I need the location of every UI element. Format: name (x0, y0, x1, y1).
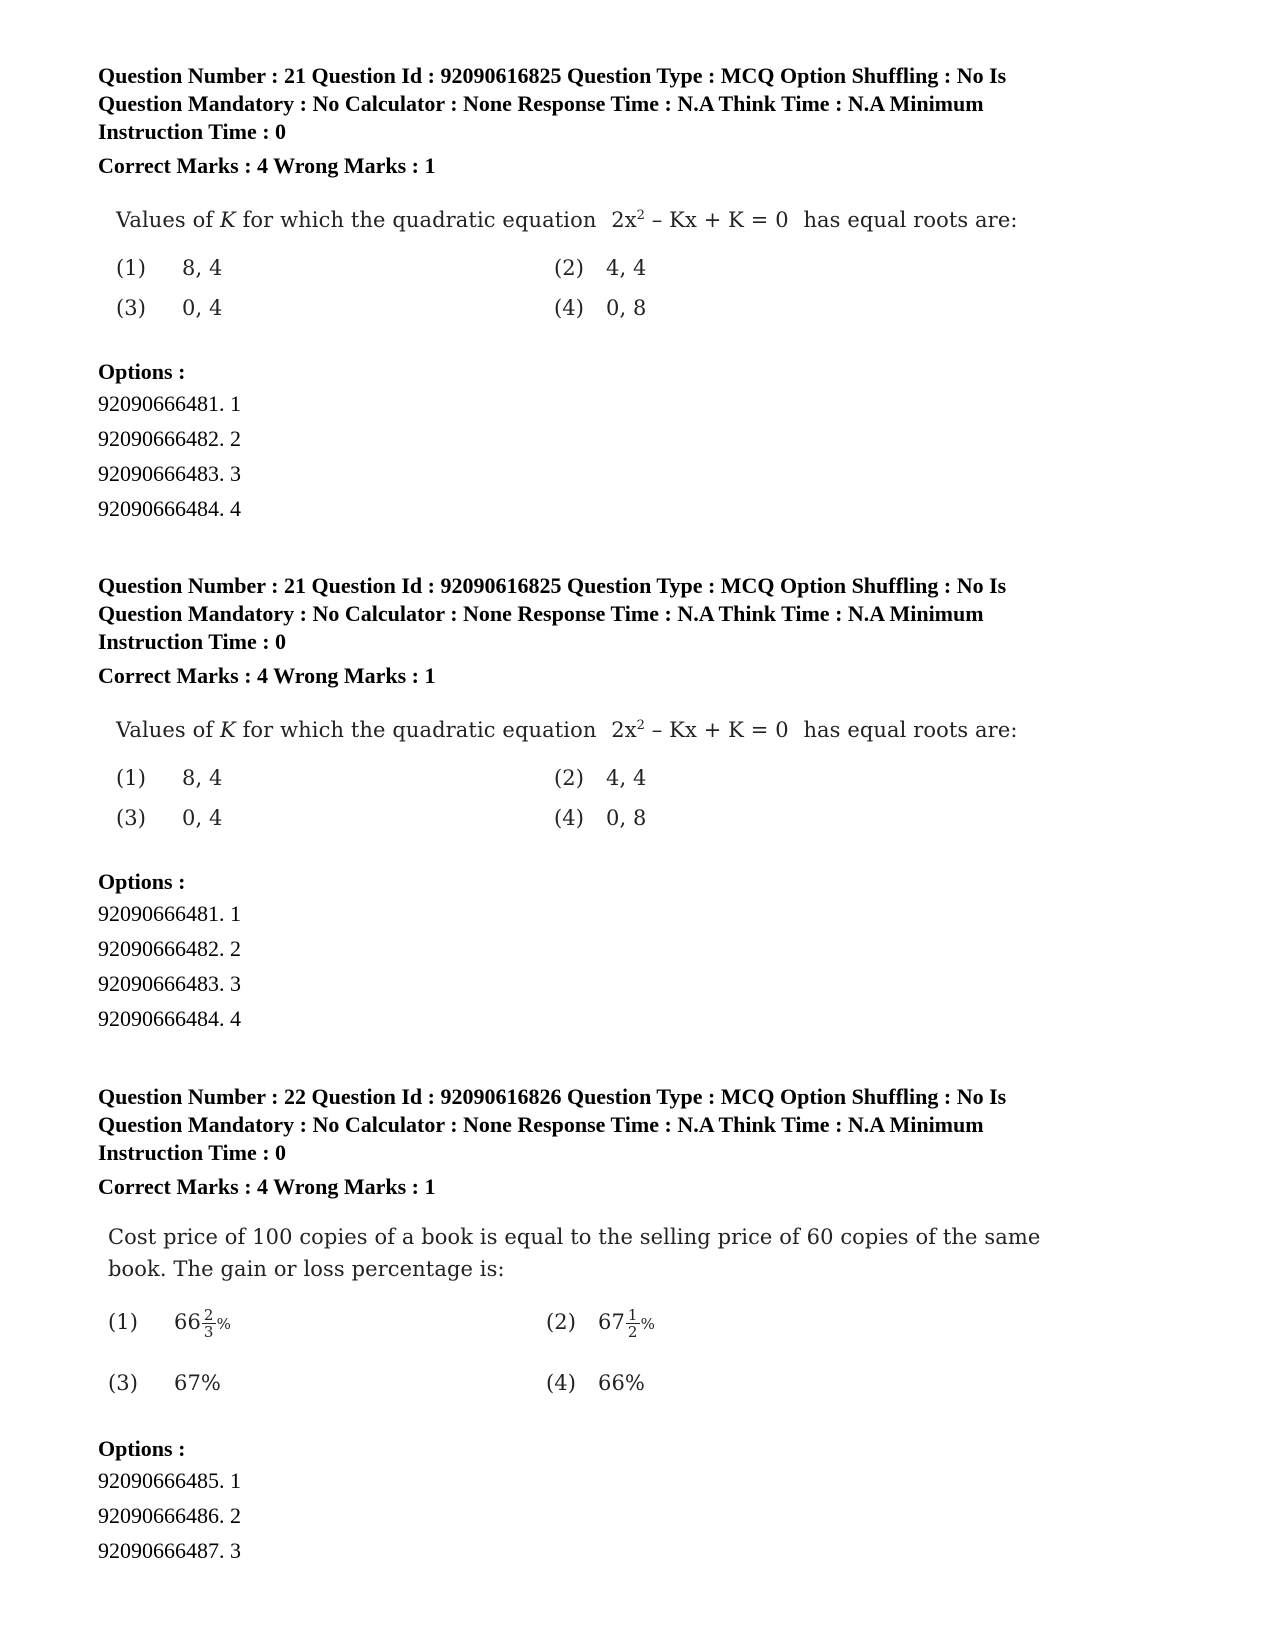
choice-number: (4) (554, 806, 585, 830)
equation-term: – Kx + K = 0 (645, 208, 789, 232)
choice-text: 0, 8 (606, 806, 647, 830)
choice-text: 67% (174, 1371, 221, 1395)
option-item: 92090666485. 1 (98, 1468, 241, 1493)
choice-text: 4, 4 (606, 766, 647, 790)
choice-item (116, 766, 222, 790)
stem-text: Cost price of 100 copies of a book is equal to the selling price of 60 copies of the same (108, 1225, 1041, 1249)
choice-whole: 67 (598, 1310, 625, 1334)
stem-text: for which the quadratic equation (242, 208, 597, 232)
choice-number: (3) (116, 806, 147, 830)
choice-number: (3) (108, 1371, 139, 1395)
choice-number: (1) (108, 1310, 139, 1334)
answer-choices (116, 756, 1178, 852)
question-content (116, 200, 1178, 342)
meta-line: Question Mandatory : No Calculator : None Response Time : N.A Think Time : N.A Minimum (98, 1112, 984, 1137)
choice-number: (2) (546, 1310, 577, 1334)
question-block (98, 1083, 1178, 1568)
choice-text: 66% (598, 1371, 645, 1395)
stem-variable: K (219, 208, 236, 232)
fraction-numerator: 1 (627, 1306, 638, 1324)
choice-item (116, 256, 222, 280)
stem-text: book. The gain or loss percentage is: (108, 1257, 505, 1281)
choice-item (554, 766, 646, 790)
options-heading: Options : (98, 1436, 186, 1461)
choice-number: (2) (554, 256, 585, 280)
option-item: 92090666481. 1 (98, 901, 241, 926)
stem-text: has equal roots are: (803, 208, 1018, 232)
choice-item (108, 1307, 231, 1340)
marks-line: Correct Marks : 4 Wrong Marks : 1 (98, 1174, 436, 1199)
choice-item (116, 806, 222, 830)
equation-term: 2x (611, 718, 637, 742)
choice-number: (4) (554, 296, 585, 320)
choice-item (554, 806, 646, 830)
choice-text: 0, 4 (182, 296, 223, 320)
choice-number: (4) (546, 1371, 577, 1395)
options-section (98, 1435, 1178, 1568)
option-item: 92090666481. 1 (98, 391, 241, 416)
choice-fraction (202, 1307, 216, 1340)
choice-text: 0, 8 (606, 296, 647, 320)
question-stem (108, 1221, 1178, 1285)
fraction-denominator: 2 (627, 1323, 638, 1341)
choice-number: (1) (116, 766, 147, 790)
stem-variable: K (219, 718, 236, 742)
choice-number: (3) (116, 296, 147, 320)
choice-suffix: % (216, 1315, 231, 1333)
choice-item (554, 296, 646, 320)
stem-text: for which the quadratic equation (242, 718, 597, 742)
equation (611, 718, 788, 742)
choice-suffix: % (640, 1315, 655, 1333)
equation-term: – Kx + K = 0 (645, 718, 789, 742)
choice-item (546, 1371, 645, 1395)
answer-choices (116, 246, 1178, 342)
meta-line: Question Number : 22 Question Id : 92090616826 Question Type : MCQ Option Shuffling : No Is (98, 1084, 1007, 1109)
choice-text: 8, 4 (182, 256, 223, 280)
option-item: 92090666482. 2 (98, 936, 241, 961)
question-meta (98, 572, 1178, 656)
meta-line: Instruction Time : 0 (98, 1140, 287, 1165)
choice-number: (2) (554, 766, 585, 790)
choice-whole: 66 (174, 1310, 201, 1334)
fraction-numerator: 2 (203, 1306, 214, 1324)
meta-line: Question Mandatory : No Calculator : None Response Time : N.A Think Time : N.A Minimum (98, 91, 984, 116)
options-section (98, 358, 1178, 526)
equation (611, 208, 788, 232)
meta-line: Question Number : 21 Question Id : 92090616825 Question Type : MCQ Option Shuffling : No Is (98, 573, 1007, 598)
stem-text: Values of (116, 208, 214, 232)
meta-line: Question Number : 21 Question Id : 92090616825 Question Type : MCQ Option Shuffling : No Is (98, 63, 1007, 88)
equation-exponent: 2 (636, 718, 646, 733)
option-item: 92090666484. 4 (98, 496, 241, 521)
question-content (116, 710, 1178, 852)
choice-fraction (626, 1307, 640, 1340)
choice-text: 0, 4 (182, 806, 223, 830)
question-stem (116, 710, 1178, 746)
meta-line: Question Mandatory : No Calculator : None Response Time : N.A Think Time : N.A Minimum (98, 601, 984, 626)
options-section (98, 868, 1178, 1036)
option-item: 92090666484. 4 (98, 1006, 241, 1031)
meta-line: Instruction Time : 0 (98, 629, 287, 654)
question-meta (98, 62, 1178, 146)
equation-term: 2x (611, 208, 637, 232)
equation-exponent: 2 (636, 208, 646, 223)
question-block (98, 572, 1178, 1036)
option-item: 92090666487. 3 (98, 1538, 241, 1563)
question-content (108, 1221, 1178, 1417)
choice-text: 8, 4 (182, 766, 223, 790)
options-heading: Options : (98, 869, 186, 894)
option-item: 92090666486. 2 (98, 1503, 241, 1528)
answer-choices (108, 1301, 1178, 1417)
question-stem (116, 200, 1178, 236)
stem-text: Values of (116, 718, 214, 742)
choice-item (546, 1307, 655, 1340)
choice-item (116, 296, 222, 320)
question-block (98, 62, 1178, 526)
choice-item (554, 256, 646, 280)
option-item: 92090666483. 3 (98, 461, 241, 486)
choice-item (108, 1371, 221, 1395)
stem-text: has equal roots are: (803, 718, 1018, 742)
question-meta (98, 1083, 1178, 1167)
option-item: 92090666482. 2 (98, 426, 241, 451)
marks-line: Correct Marks : 4 Wrong Marks : 1 (98, 153, 436, 178)
options-heading: Options : (98, 359, 186, 384)
choice-text: 4, 4 (606, 256, 647, 280)
marks-line: Correct Marks : 4 Wrong Marks : 1 (98, 663, 436, 688)
option-item: 92090666483. 3 (98, 971, 241, 996)
choice-number: (1) (116, 256, 147, 280)
fraction-denominator: 3 (203, 1323, 214, 1341)
meta-line: Instruction Time : 0 (98, 119, 287, 144)
